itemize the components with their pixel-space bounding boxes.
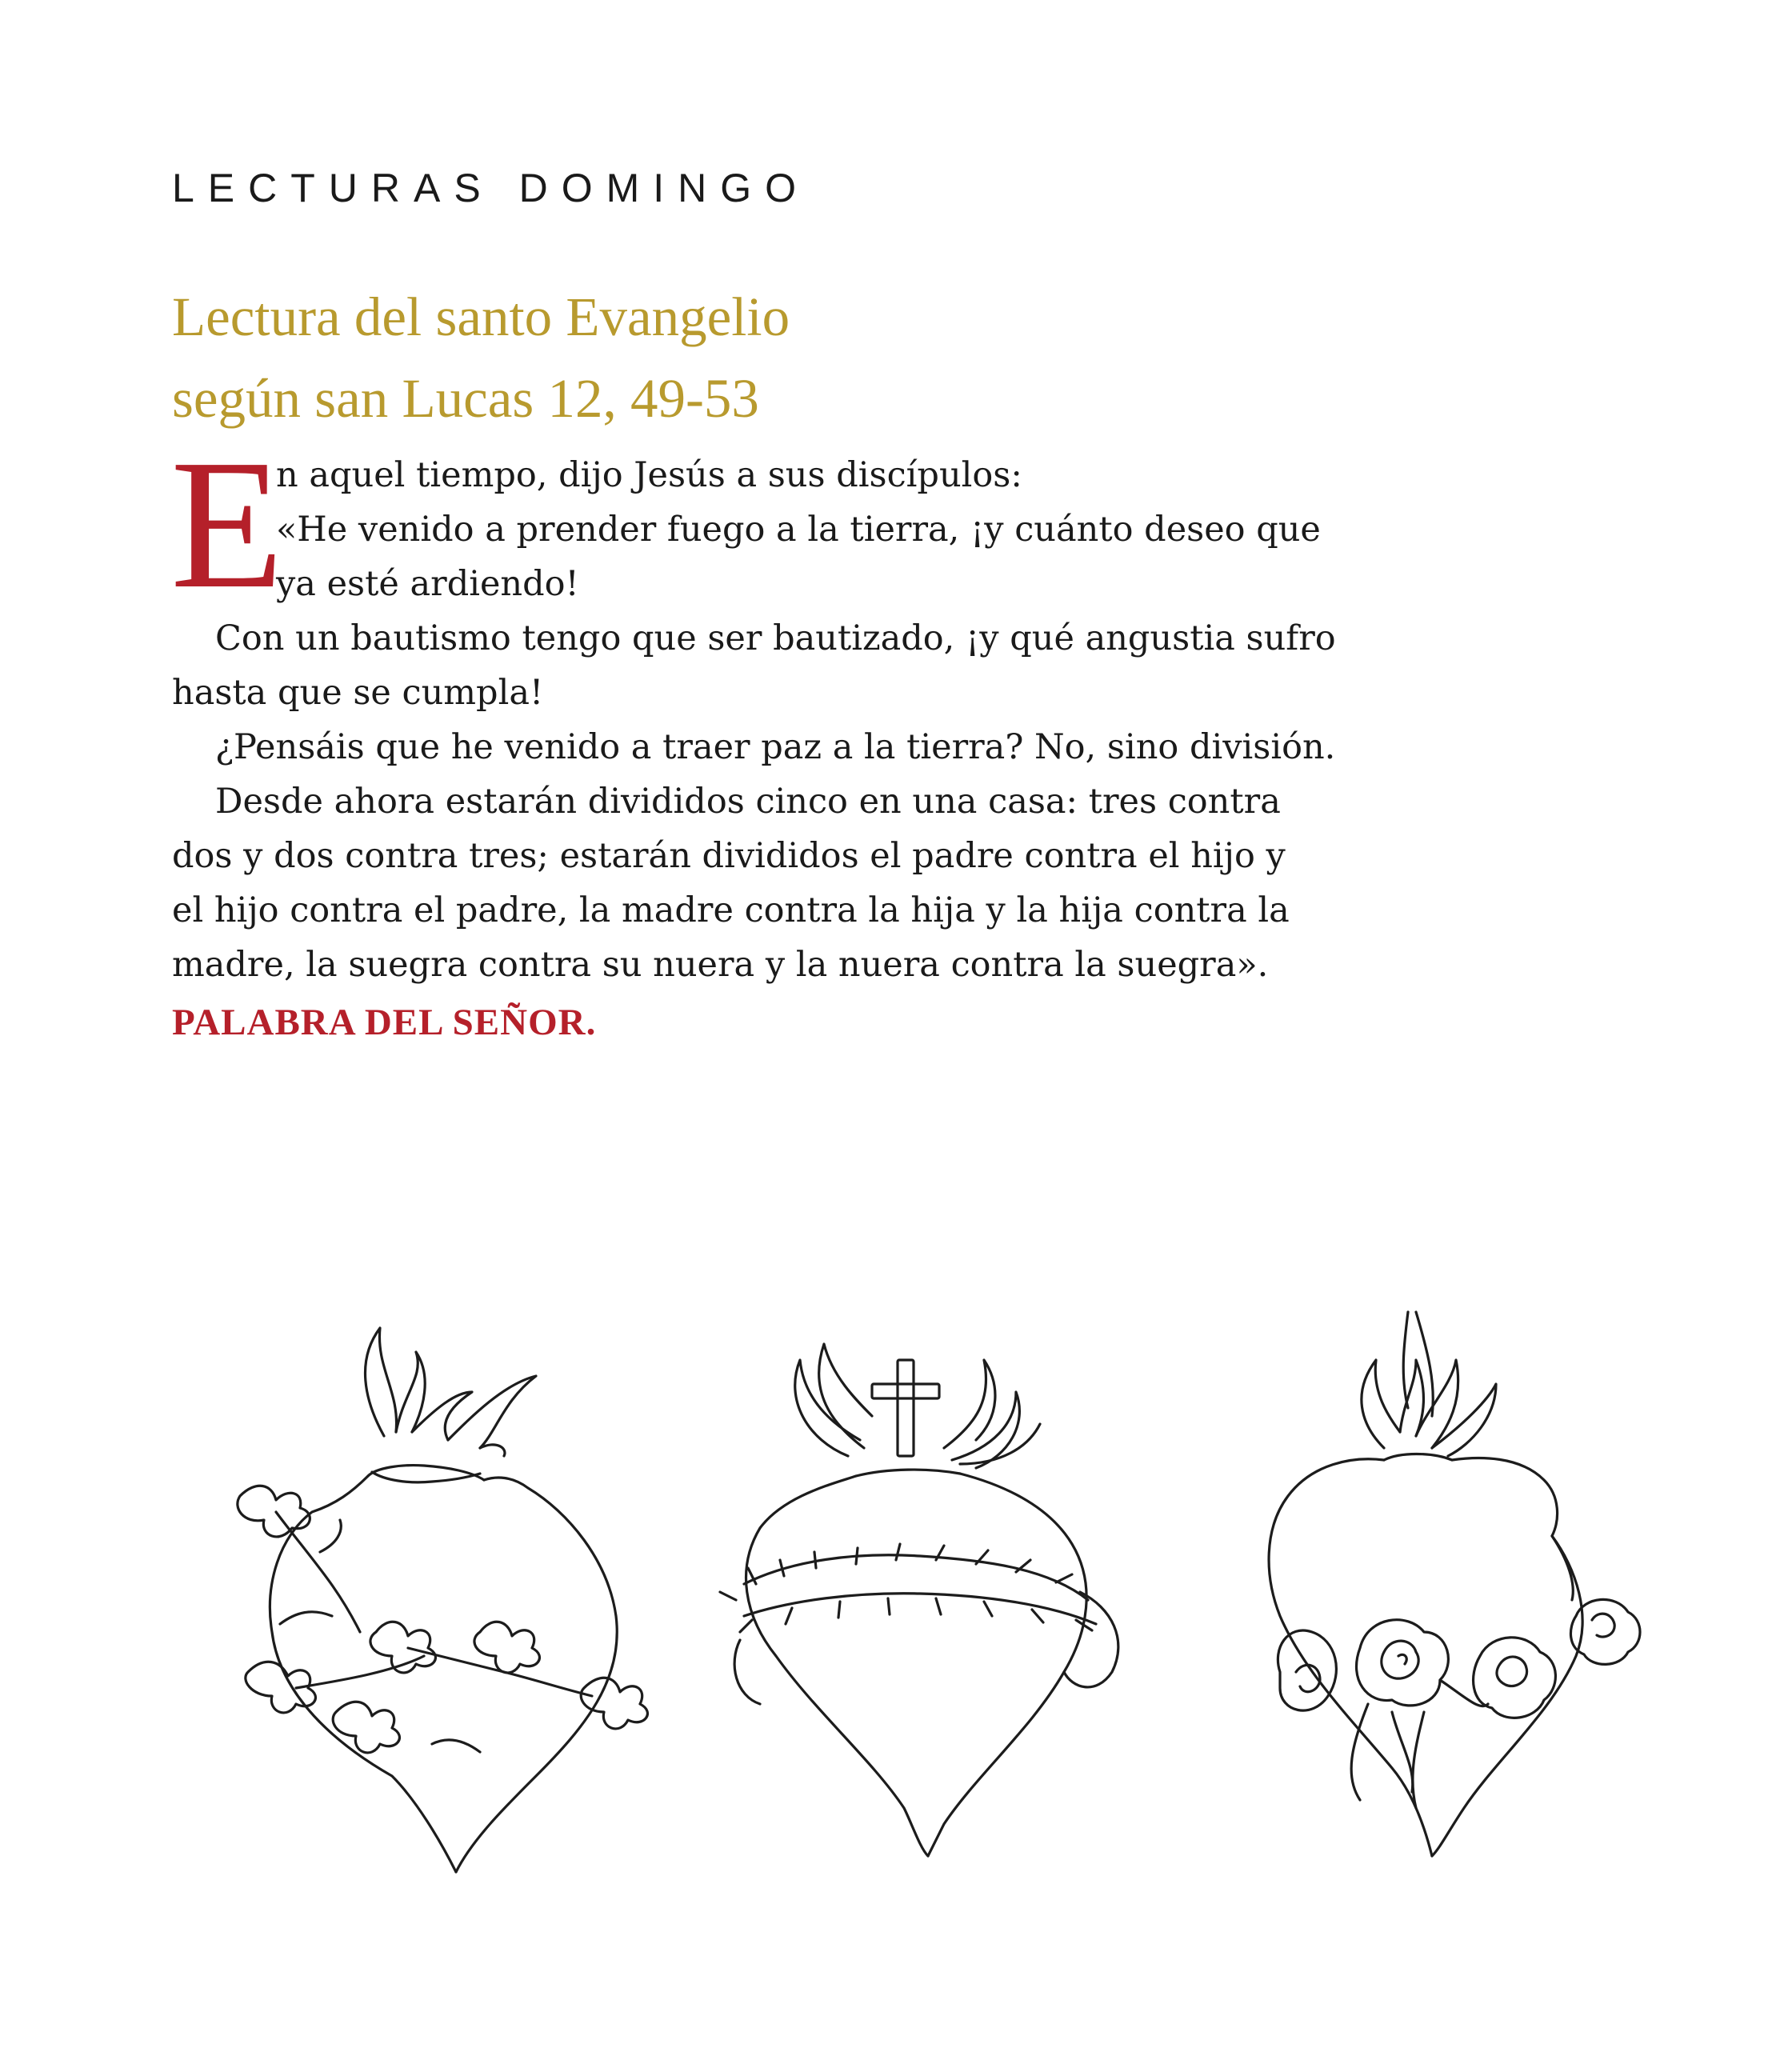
reading-title-line-1: Lectura del santo Evangelio [172,286,790,347]
reading-title-line-2: según san Lucas 12, 49-53 [172,368,759,429]
sacred-heart-roses-icon [1256,1296,1688,1904]
illustrations-row [216,1296,1688,1904]
text-line: Con un bautismo tengo que ser bautizado, ¡y qué angustia sufro [215,618,1336,658]
sacred-heart-lilies-icon [216,1296,696,1904]
section-label: LECTURAS DOMINGO [172,166,810,210]
text-line: Desde ahora estarán divididos cinco en una casa: tres contra [215,782,1281,822]
text-line: ya esté ardiendo! [276,564,579,604]
reading-body [170,422,1372,1050]
text-line: «He venido a prender fuego a la tierra, ¡y cuánto deseo que [276,510,1321,550]
closing-acclamation: PALABRA DEL SEÑOR. [172,1002,597,1043]
opening-paragraph [170,422,1372,627]
text-line: n aquel tiempo, dijo Jesús a sus discípulos: [276,455,1022,495]
sacred-heart-cross-thorns-icon [712,1296,1192,1904]
text-line: ¿Pensáis que he venido a traer paz a la tierra? No, sino división. [215,727,1336,767]
text-line: el hijo contra el padre, la madre contra la hija y la hija contra la [172,890,1290,930]
text-line: hasta que se cumpla! [172,673,544,713]
text-line: dos y dos contra tres; estarán divididos el padre contra el hijo y [172,836,1286,876]
reading-title [172,276,1532,439]
text-line: madre, la suegra contra su nuera y la nuera contra la suegra». [172,945,1269,985]
drop-cap: E [170,422,284,627]
